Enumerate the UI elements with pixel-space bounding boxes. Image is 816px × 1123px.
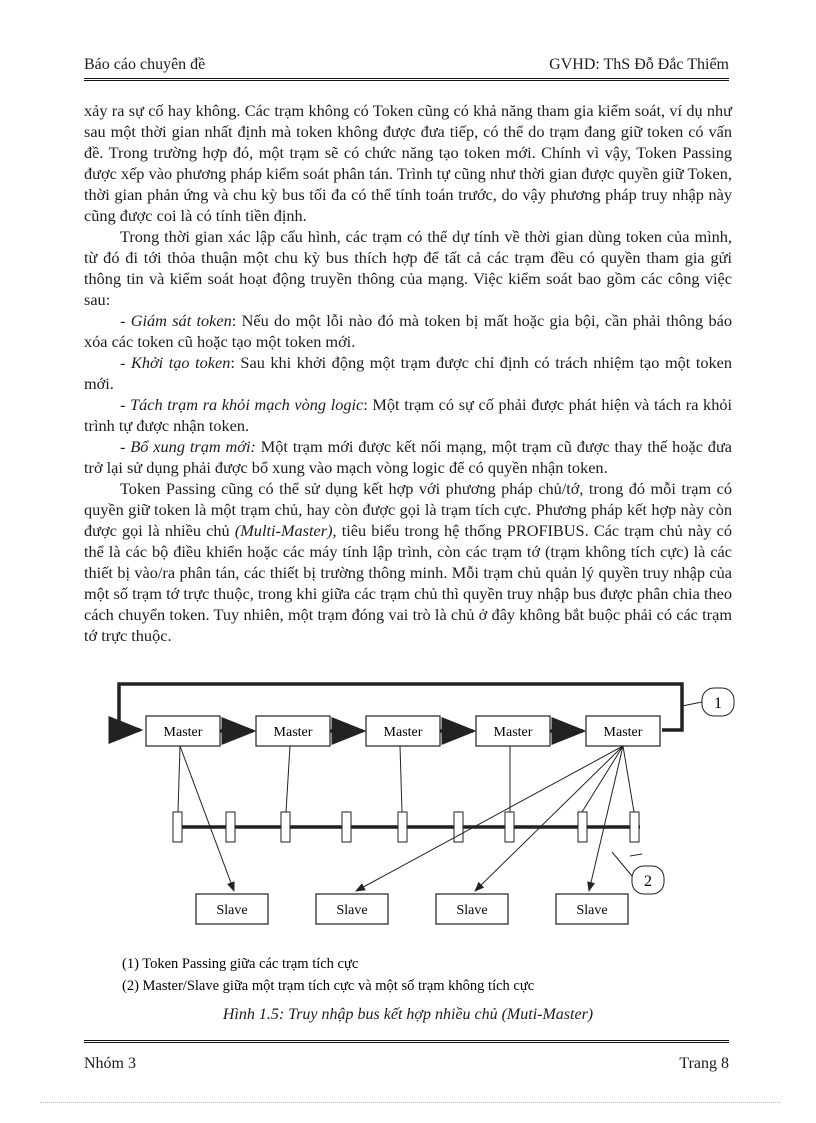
callout-1-leader: [682, 702, 702, 706]
footer-group: Nhóm 3: [84, 1055, 136, 1072]
bullet-label: Giám sát token: [130, 311, 232, 330]
master-slave-link: [475, 746, 623, 891]
slave-label: Slave: [456, 903, 488, 918]
paragraph-1: xảy ra sự cố hay không. Các trạm không có Token cũng có khả năng tham gia kiểm soát, ví dụ như sau một thời gian nhất định mà token không được đưa tiếp, có thể do trạm đang giữ token có vấn đề. Trong trường hợp đó, một trạm sẽ có chức năng tạo token mới. Chính vì vậy, Token Passing được xếp vào phương pháp kiểm soát phân tán. Trình tự cũng như thời gian được quyền giữ Token, thời gian phản ứng và chu kỳ bus tối đa có thể tính toán trước, do vậy phương pháp truy nhập này cũng được coi là có tính tiền định.: [84, 101, 732, 225]
bullet-text: : Một trạm có sự cố phải được phát hiện và tách ra khỏi trình tự được nhận token.: [84, 395, 733, 435]
bullet-token-init: - Khởi tạo token: Sau khi khởi động một trạm được chỉ định có trách nhiệm tạo một token mới.: [84, 353, 733, 393]
bullet-label: Khởi tạo token: [130, 353, 231, 372]
legend-master-slave: (2) Master/Slave giữa một trạm tích cực và một số trạm không tích cực: [122, 978, 535, 994]
slave-label: Slave: [216, 903, 248, 918]
master-label: Master: [383, 725, 423, 740]
bullet-label: Bổ xung trạm mới:: [130, 437, 256, 456]
footer-page-number: Trang 8: [679, 1055, 729, 1072]
bus-tap: [281, 812, 290, 842]
page-edge: [40, 1102, 780, 1103]
master-slave-link: [178, 746, 180, 812]
slave-label: Slave: [576, 903, 608, 918]
bus-tap: [173, 812, 182, 842]
multi-master-term: (Multi-Master): [234, 521, 333, 540]
multi-master-diagram: [102, 676, 742, 1002]
bus-tap: [505, 812, 514, 842]
bus-tap: [630, 812, 639, 842]
master-slave-link: [286, 746, 290, 812]
callout-1-label: 1: [714, 695, 722, 712]
bullet-text: Một trạm mới được kết nối mạng, một trạm cũ được thay thế hoặc đưa trở lại sử dụng phải được bổ xung vào mạch vòng logic để có quyền nhận token.: [84, 437, 732, 477]
header-title: Báo cáo chuyên đề: [84, 56, 206, 73]
bullet-token-monitor: - Giám sát token: Nếu do một lỗi nào đó mà token bị mất hoặc gia bội, cần phải thông báo xóa các token cũ hoặc tạo một token mới.: [84, 311, 732, 351]
paragraph-3-start: Token Passing cũng có thể sử dụng kết hợp với phương pháp chủ/tớ, trong đó mỗi trạm có quyền giữ token là một trạm chủ, hay còn được gọi là trạm tích cực. Phương pháp kết hợp này còn được gọi là nhiều chủ: [84, 479, 732, 540]
slave-label: Slave: [336, 903, 368, 918]
callout-2-leader: [612, 852, 632, 876]
master-slave-link: [582, 746, 623, 812]
bus-tap: [342, 812, 351, 842]
master-label: Master: [273, 725, 313, 740]
header-supervisor: GVHD: ThS Đỗ Đắc Thiểm: [549, 56, 729, 73]
bullet-text: : Nếu do một lỗi nào đó mà token bị mất hoặc gia bội, cần phải thông báo xóa các token cũ hoặc tạo một token mới.: [84, 311, 732, 351]
bullet-text: : Sau khi khởi động một trạm được chỉ định có trách nhiệm tạo một token mới.: [84, 353, 733, 393]
paragraph-3-end: , tiêu biểu trong hệ thống PROFIBUS. Các trạm chủ này có thể là các bộ điều khiển hoặc các máy tính lập trình, còn các trạm tớ (trạm không tích cực) là các thiết bị vào/ra phân tán, các thiết bị trường thông minh. Mỗi trạm chủ quản lý quyền truy nhập của một số trạm tớ trực thuộc, trong khi giữa các trạm chủ thì quyền truy nhập bus được phân chia theo cách chuyển token. Tuy nhiên, một trạm đóng vai trò là chủ ở đây không bắt buộc phải có các trạm tớ trực thuộc.: [84, 521, 732, 645]
page-header: [84, 52, 729, 81]
bullet-station-remove: - Tách trạm ra khỏi mạch vòng logic: Một trạm có sự cố phải được phát hiện và tách ra khỏi trình tự được nhận token.: [84, 395, 733, 435]
bus-tap: [226, 812, 235, 842]
master-label: Master: [493, 725, 533, 740]
paragraph-3: [84, 478, 732, 646]
bullet-station-add: - Bổ xung trạm mới: Một trạm mới được kết nối mạng, một trạm cũ được thay thế hoặc đưa trở lại sử dụng phải được bổ xung vào mạch vòng logic để có quyền nhận token.: [84, 437, 732, 477]
legend-token-passing: (1) Token Passing giữa các trạm tích cực: [122, 956, 359, 972]
callout-2-label: 2: [644, 873, 652, 890]
master-label: Master: [163, 725, 203, 740]
page-footer: [84, 1040, 729, 1073]
figure-caption: Hình 1.5: Truy nhập bus kết hợp nhiều chủ (Muti-Master): [222, 1006, 594, 1023]
bus-tap: [578, 812, 587, 842]
body-text: [84, 100, 732, 646]
master-slave-link: [623, 746, 634, 812]
callout-2-leader: [630, 854, 642, 856]
master-slave-link: [589, 746, 623, 891]
master-label: Master: [603, 725, 643, 740]
paragraph-2: Trong thời gian xác lập cấu hình, các trạm có thể dự tính về thời gian dùng token của mình, từ đó đi tới thỏa thuận một chu kỳ bus thích hợp để tất cả các trạm đều có quyền tham gia gửi thông tin và kiểm soát hoạt động truyền thông của mạng. Việc kiểm soát bao gồm các công việc sau:: [84, 227, 732, 309]
bullet-label: Tách trạm ra khỏi mạch vòng logic: [130, 395, 364, 414]
bus-tap: [398, 812, 407, 842]
master-slave-link: [400, 746, 402, 812]
